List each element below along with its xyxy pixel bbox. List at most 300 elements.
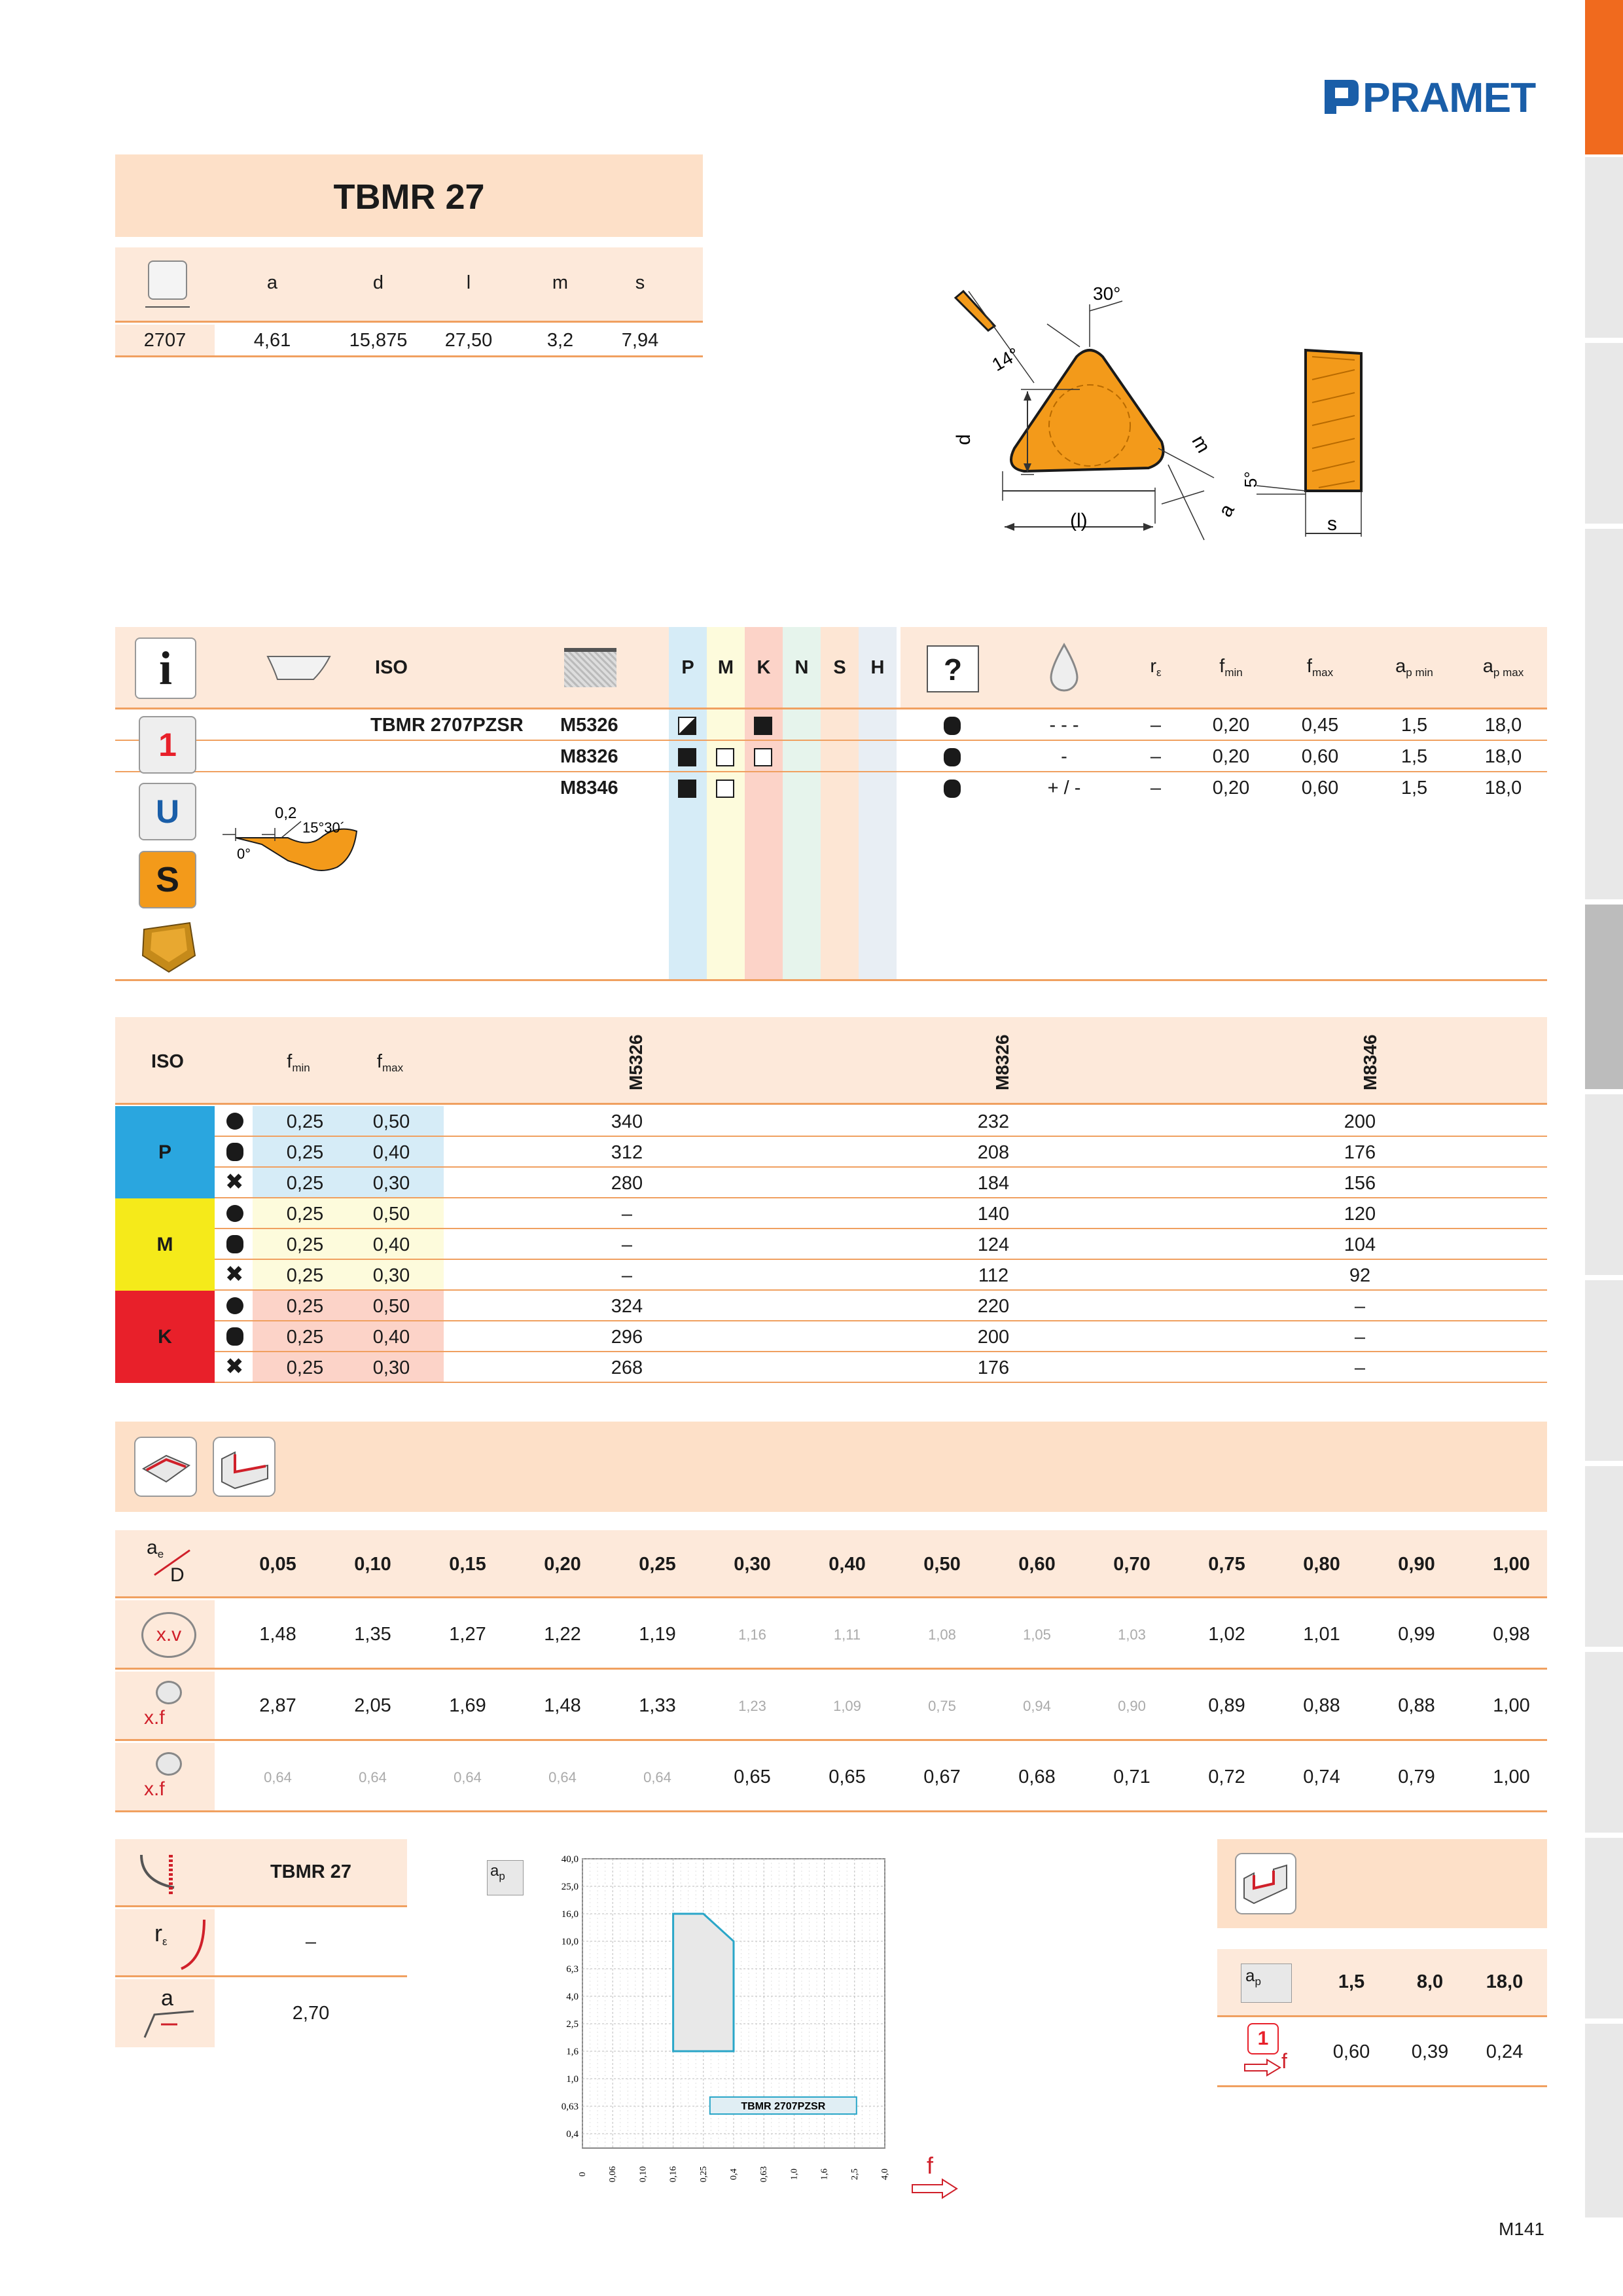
operation-roughing-icon: ✖ <box>225 1170 244 1194</box>
speed-grade-header-2: M8326 <box>992 1034 1012 1090</box>
ae-d-column-header: 0,15 <box>449 1554 486 1575</box>
dim-value-d: 15,875 <box>349 330 408 351</box>
operation-medium-icon <box>944 780 961 798</box>
bottom-left-table <box>115 1839 407 2049</box>
cutting-speed-value: 268 <box>611 1357 643 1378</box>
chart-x-tick-label: 0,63 <box>759 2166 770 2183</box>
br-f-value-1: 0,60 <box>1332 2041 1370 2062</box>
correction-value: 0,94 <box>1023 1698 1051 1714</box>
speed-fmin: 0,25 <box>286 1234 324 1255</box>
fmax-sub: max <box>1311 666 1334 679</box>
cutting-speed-value: 200 <box>1344 1111 1376 1132</box>
speed-row <box>215 1229 1547 1260</box>
cutting-speed-value: 176 <box>1344 1142 1376 1163</box>
product-title-box <box>115 154 703 240</box>
label-m: m <box>1187 431 1215 457</box>
correction-header-row <box>115 1530 1547 1598</box>
correction-banner <box>115 1422 1547 1512</box>
cutting-speed-value: 104 <box>1344 1234 1376 1255</box>
correction-value: 1,48 <box>544 1695 581 1716</box>
d-label: D <box>170 1564 185 1586</box>
grade-P-filled-square <box>678 748 696 766</box>
ae-d-column-header: 0,20 <box>544 1554 581 1575</box>
sidebar-tab[interactable] <box>1585 1094 1623 1278</box>
dimension-row <box>115 325 703 357</box>
grade-K-filled-square <box>754 717 772 735</box>
col-header-H: H <box>870 657 885 678</box>
speed-fmin: 0,25 <box>286 1204 324 1225</box>
insert-side-view <box>1257 350 1361 537</box>
bottom-right-table <box>1217 1949 1547 2087</box>
coolant-drop-icon <box>1044 641 1084 694</box>
grade-label: M8326 <box>560 746 618 767</box>
speed-fmax-sub: max <box>382 1062 404 1074</box>
br-f-arrow-icon <box>1243 2058 1281 2077</box>
sidebar-tab[interactable] <box>1585 529 1623 902</box>
correction-value: 1,00 <box>1493 1767 1530 1787</box>
brand-logo <box>1322 73 1548 120</box>
label-30deg: 30° <box>1093 283 1121 304</box>
chart-x-tick-label: 0,25 <box>698 2166 709 2183</box>
fmin-sub: min <box>1224 666 1243 679</box>
operation-medium-icon <box>944 717 961 735</box>
dim-row-code: 2707 <box>143 330 187 351</box>
grade-P-half-square <box>678 717 696 735</box>
insert-top-view <box>955 291 1214 540</box>
speed-fmin: 0,25 <box>286 1111 324 1132</box>
speed-fmax: 0,50 <box>372 1204 410 1225</box>
speed-row <box>215 1321 1547 1352</box>
holder-icon <box>264 653 336 686</box>
cutting-speed-value: 176 <box>977 1357 1010 1378</box>
bl-row2 <box>115 1909 407 1977</box>
operation-medium-icon <box>226 1143 243 1161</box>
chart-svg <box>484 1850 969 2216</box>
col-header-apmax <box>1461 656 1546 679</box>
col-header-r <box>1136 656 1175 679</box>
correction-value: 0,65 <box>829 1767 866 1787</box>
col-header-N: N <box>794 657 809 678</box>
apmax-value: 18,0 <box>1484 715 1522 736</box>
correction-value: 0,64 <box>643 1769 671 1785</box>
fmin-label: f <box>1219 656 1225 677</box>
bl-a-value: 2,70 <box>292 2003 330 2024</box>
chart-y-tick-label: 2,5 <box>566 2019 579 2030</box>
cutting-speed-value: 200 <box>977 1327 1010 1348</box>
operation-question-icon: ? <box>927 645 979 692</box>
correction-value: 0,64 <box>454 1769 482 1785</box>
info-icon-glyph: i <box>158 642 172 694</box>
chamfer-icon <box>141 2008 200 2041</box>
apmax-value: 18,0 <box>1484 746 1522 767</box>
correction-row-xf1 <box>115 1672 1547 1741</box>
sidebar-tab[interactable] <box>1585 2024 1623 2220</box>
r-label: r <box>1150 656 1157 677</box>
correction-value: 0,64 <box>359 1769 387 1785</box>
corner-profile-icon <box>135 1848 194 1897</box>
xf-label: x.f <box>144 1707 165 1729</box>
tool-gear-icon <box>156 1681 182 1704</box>
cutting-speed-value: 124 <box>977 1234 1010 1255</box>
bl-title: TBMR 27 <box>270 1861 352 1882</box>
sidebar-tab[interactable] <box>1585 1280 1623 1463</box>
feed-factor-icon <box>141 1752 196 1803</box>
speed-fmax: 0,40 <box>372 1327 410 1348</box>
insert-shape-icon <box>148 260 187 300</box>
cutting-speed-value: – <box>1354 1296 1366 1317</box>
chart-x-tick-label: 0,16 <box>668 2166 679 2183</box>
ae-d-column-header: 0,25 <box>639 1554 676 1575</box>
speed-fmax: 0,30 <box>372 1173 410 1194</box>
dim-header-d: d <box>372 272 384 293</box>
apmax-label: a <box>1482 656 1493 677</box>
dim-value-s: 7,94 <box>621 330 659 351</box>
correction-row-xf2 <box>115 1743 1547 1812</box>
apmax-sub: p max <box>1493 666 1524 679</box>
operation-finishing-icon <box>226 1205 243 1222</box>
bottom-right-banner <box>1217 1839 1547 1928</box>
fmin-value: 0,20 <box>1212 715 1250 736</box>
bl-row3 <box>115 1979 407 2047</box>
speed-fmin: 0,25 <box>286 1327 324 1348</box>
br-ap-icon <box>1241 1964 1292 2003</box>
iso-group-label: M <box>156 1234 173 1255</box>
correction-value: 1,69 <box>449 1695 486 1716</box>
correction-value: 1,01 <box>1303 1624 1340 1645</box>
chart-y-tick-label: 0,63 <box>561 2102 579 2112</box>
cutting-speed-value: 232 <box>977 1111 1010 1132</box>
speed-table-body <box>115 1106 1547 1385</box>
chamfer-a-label: a <box>161 1986 173 2011</box>
chart-y-tick-label: 10,0 <box>561 1937 579 1947</box>
speed-fmin: 0,25 <box>286 1265 324 1286</box>
speed-fmax: 0,30 <box>372 1265 410 1286</box>
br-ap-value-2: 8,0 <box>1416 1971 1444 1992</box>
chipbreaker-angle: 15°30´ <box>302 819 346 836</box>
chart-y-tick-label: 40,0 <box>561 1854 579 1865</box>
dim-value-l: 27,50 <box>444 330 493 351</box>
chart-x-tick-label: 0,4 <box>729 2168 739 2180</box>
col-header-K: K <box>757 657 771 678</box>
cutting-speed-value: 120 <box>1344 1204 1376 1225</box>
label-s: s <box>1327 513 1337 535</box>
r-value: – <box>1150 715 1162 736</box>
ae-d-column-header: 0,60 <box>1018 1554 1056 1575</box>
correction-value: 1,05 <box>1023 1626 1051 1643</box>
speed-header-row <box>115 1017 1547 1105</box>
insert-code: TBMR 2707PZSR <box>370 715 524 736</box>
speed-row <box>215 1198 1547 1229</box>
correction-value: 0,65 <box>734 1767 771 1787</box>
bl-r-sub: ε <box>162 1935 168 1948</box>
speed-grade-header-1: M5326 <box>626 1034 646 1090</box>
brand-name: PRAMET <box>1363 74 1536 121</box>
shoulder-milling-icon <box>212 1436 276 1498</box>
correction-value: 0,72 <box>1208 1767 1245 1787</box>
correction-value: 0,99 <box>1398 1624 1435 1645</box>
speed-fmin-header <box>272 1051 325 1075</box>
s-shape-glyph: S <box>155 860 180 899</box>
correction-row-xv <box>115 1600 1547 1670</box>
speed-fmin: 0,25 <box>286 1142 324 1163</box>
spec-header-row <box>115 627 1547 709</box>
operation-medium-icon <box>944 748 961 766</box>
xf-label: x.f <box>144 1778 165 1800</box>
chart-y-tick-label: 6,3 <box>566 1964 579 1975</box>
ae-d-column-header: 0,80 <box>1303 1554 1340 1575</box>
grade-M-empty-square <box>716 780 734 798</box>
feed-factor-icon <box>141 1681 196 1732</box>
chart-y-tick-label: 0,4 <box>566 2129 579 2140</box>
apmin-label: a <box>1395 656 1406 677</box>
chart-region-label: TBMR 2707PZSR <box>741 2101 826 2112</box>
grade-label: M8346 <box>560 778 618 798</box>
iso-group-K <box>115 1291 215 1383</box>
s-shape-icon <box>139 851 196 908</box>
insert-technical-drawing <box>942 275 1400 589</box>
fmax-value: 0,60 <box>1301 746 1339 767</box>
sidebar-tab-active[interactable] <box>1585 905 1623 1092</box>
cutting-speed-value: – <box>621 1265 633 1286</box>
speed-fmin: 0,25 <box>286 1296 324 1317</box>
insert-shape-width-line <box>145 306 190 308</box>
cutting-speed-value: – <box>621 1204 633 1225</box>
coolant-value: + / - <box>1047 778 1081 798</box>
br-f-label: f <box>1281 2049 1287 2073</box>
chipbreaker-width: 0,2 <box>275 804 297 822</box>
speed-grade-header-3: M8346 <box>1360 1034 1380 1090</box>
page-number: M141 <box>1498 2219 1544 2239</box>
info-icon[interactable] <box>135 637 196 699</box>
bl-r-value: – <box>305 1931 317 1952</box>
chart-x-tick-label: 2,5 <box>849 2168 860 2180</box>
sidebar-tab[interactable] <box>1585 343 1623 526</box>
correction-value: 0,88 <box>1398 1695 1435 1716</box>
coolant-value: - <box>1061 746 1067 767</box>
cutting-speed-value: 208 <box>977 1142 1010 1163</box>
correction-value: 0,89 <box>1208 1695 1245 1716</box>
speed-fmin: 0,25 <box>286 1357 324 1378</box>
star-u-icon <box>139 783 196 840</box>
apmin-value: 1,5 <box>1400 746 1428 767</box>
chart-x-tick-label: 1,6 <box>819 2168 830 2180</box>
speed-fmin-sub: min <box>292 1062 310 1074</box>
correction-value: 2,87 <box>259 1695 296 1716</box>
correction-value: 1,00 <box>1493 1695 1530 1716</box>
col-header-fmin <box>1202 656 1260 679</box>
fmax-value: 0,60 <box>1301 778 1339 798</box>
col-header-P: P <box>681 657 694 678</box>
col-header-apmin <box>1372 656 1457 679</box>
r-value: – <box>1150 746 1162 767</box>
ae-d-column-header: 0,90 <box>1398 1554 1435 1575</box>
chart-y-tick-label: 16,0 <box>561 1909 579 1920</box>
ae-d-column-header: 0,70 <box>1113 1554 1150 1575</box>
dim-header-l: l <box>466 272 471 293</box>
feed-depth-chart <box>484 1850 969 2216</box>
cutting-speed-value: 140 <box>977 1204 1010 1225</box>
chart-application-region <box>673 1914 734 2051</box>
correction-value: 1,03 <box>1118 1626 1146 1643</box>
correction-value: 1,16 <box>738 1626 766 1643</box>
chart-x-tick-label: 0 <box>578 2172 588 2177</box>
cutting-speed-value: – <box>1354 1327 1366 1348</box>
speed-fmax: 0,50 <box>372 1296 410 1317</box>
speed-fmax-header <box>364 1051 416 1075</box>
operation-medium-icon <box>226 1327 243 1346</box>
apmin-value: 1,5 <box>1400 778 1428 798</box>
chart-y-tick-label: 25,0 <box>561 1882 579 1892</box>
speed-fmin-label: f <box>287 1051 293 1072</box>
correction-value: 1,33 <box>639 1695 676 1716</box>
speed-fmax: 0,50 <box>372 1111 410 1132</box>
speed-row <box>215 1260 1547 1291</box>
grade-K-empty-square <box>754 748 772 766</box>
br-ap-label: a <box>1245 1965 1255 1985</box>
product-title: TBMR 27 <box>333 177 485 217</box>
dim-header-s: s <box>635 272 645 293</box>
chart-f-arrow-icon <box>910 2177 959 2200</box>
ae-d-column-header: 1,00 <box>1493 1554 1530 1575</box>
ae-d-icon <box>147 1537 192 1589</box>
correction-value: 1,35 <box>354 1624 391 1645</box>
correction-value: 0,79 <box>1398 1767 1435 1787</box>
chart-x-tick-label: 1,0 <box>789 2168 800 2180</box>
apmax-value: 18,0 <box>1484 778 1522 798</box>
br-f-value-2: 0,39 <box>1411 2041 1449 2062</box>
corner-radius-curve-icon <box>178 1920 211 1972</box>
sidebar-tab[interactable] <box>1585 1838 1623 2021</box>
speed-row <box>215 1291 1547 1321</box>
dim-header-m: m <box>552 272 569 293</box>
speed-fmin: 0,25 <box>286 1173 324 1194</box>
chart-ap-label: a <box>490 1862 499 1880</box>
chart-f-label: f <box>927 2152 934 2179</box>
operation-finishing-icon <box>226 1113 243 1130</box>
cutting-speed-value: 280 <box>611 1173 643 1194</box>
spec-row-2 <box>115 742 1547 772</box>
correction-value: 0,74 <box>1303 1767 1340 1787</box>
sidebar-tab[interactable] <box>1585 157 1623 340</box>
correction-value: 1,27 <box>449 1624 486 1645</box>
br-row1 <box>1217 1949 1547 2017</box>
chart-x-tick-label: 0,06 <box>608 2166 618 2183</box>
r-value: – <box>1150 778 1162 798</box>
speed-iso-header: ISO <box>151 1051 184 1072</box>
ae-d-column-header: 0,05 <box>259 1554 296 1575</box>
iso-group-label: P <box>158 1141 171 1163</box>
bl-row1 <box>115 1839 407 1907</box>
label-d: d <box>953 434 974 445</box>
br-row2 <box>1217 2019 1547 2087</box>
correction-value: 1,11 <box>833 1626 861 1643</box>
speed-fmax: 0,40 <box>372 1234 410 1255</box>
apmin-sub: p min <box>1406 666 1433 679</box>
correction-value: 1,23 <box>738 1698 766 1714</box>
correction-value: 2,05 <box>354 1695 391 1716</box>
cutting-speed-value: 156 <box>1344 1173 1376 1194</box>
ae-d-column-header: 0,40 <box>829 1554 866 1575</box>
br-f-value-3: 0,24 <box>1486 2041 1524 2062</box>
chart-ap-sub: p <box>499 1870 505 1882</box>
label-5deg: 5° <box>1241 471 1260 488</box>
iso-group-P <box>115 1106 215 1198</box>
fmax-label: f <box>1306 656 1312 677</box>
br-ap-value-3: 18,0 <box>1486 1971 1524 1992</box>
correction-value: 0,98 <box>1493 1624 1530 1645</box>
correction-value: 1,09 <box>833 1698 861 1714</box>
correction-table <box>115 1530 1547 1812</box>
speed-row <box>215 1168 1547 1198</box>
col-header-M: M <box>717 657 734 678</box>
br-ap-value-1: 1,5 <box>1338 1971 1365 1992</box>
cutting-speed-value: 324 <box>611 1296 643 1317</box>
speed-fmax-label: f <box>376 1051 382 1072</box>
apmin-value: 1,5 <box>1400 715 1428 736</box>
ae-d-column-header: 0,75 <box>1208 1554 1245 1575</box>
iso-group-label: K <box>158 1326 172 1348</box>
label-14deg: 14° <box>988 344 1023 376</box>
dim-value-m: 3,2 <box>546 330 574 351</box>
correction-value: 1,22 <box>544 1624 581 1645</box>
grade-P-filled-square <box>678 780 696 798</box>
brand-logo-icon <box>1322 76 1361 118</box>
correction-value: 1,19 <box>639 1624 676 1645</box>
iso-group-M <box>115 1198 215 1291</box>
speed-fmax: 0,40 <box>372 1142 410 1163</box>
speed-row <box>215 1137 1547 1168</box>
col-header-S: S <box>833 657 846 678</box>
correction-value: 0,67 <box>923 1767 961 1787</box>
cutting-speed-value: 296 <box>611 1327 643 1348</box>
correction-value: 0,88 <box>1303 1695 1340 1716</box>
correction-value: 0,90 <box>1118 1698 1146 1714</box>
fmax-value: 0,45 <box>1301 715 1339 736</box>
dim-header-a: a <box>266 272 278 293</box>
col-header-fmax <box>1291 656 1349 679</box>
tool-gear-icon <box>156 1752 182 1776</box>
sidebar-tab[interactable] <box>1585 1466 1623 1649</box>
operation-roughing-icon: ✖ <box>225 1354 244 1379</box>
ae-d-column-header: 0,30 <box>734 1554 771 1575</box>
correction-value: 1,02 <box>1208 1624 1245 1645</box>
star-one-glyph: 1 <box>158 726 177 763</box>
chart-x-tick-label: 4,0 <box>880 2168 890 2180</box>
chipbreaker-profile <box>223 798 366 884</box>
fmin-value: 0,20 <box>1212 746 1250 767</box>
br-one-star-icon: 1 <box>1247 2023 1279 2054</box>
correction-value: 0,64 <box>264 1769 292 1785</box>
chart-x-tick-label: 0,10 <box>638 2166 649 2183</box>
cutting-speed-value: 112 <box>978 1265 1009 1286</box>
fmin-value: 0,20 <box>1212 778 1250 798</box>
sidebar-tab[interactable] <box>1585 1652 1623 1835</box>
speed-row <box>215 1352 1547 1383</box>
material-texture-icon <box>564 648 616 687</box>
chipbreaker-zero-angle: 0° <box>237 846 251 862</box>
chart-y-tick-label: 1,0 <box>566 2074 579 2085</box>
dim-value-a: 4,61 <box>253 330 291 351</box>
cutting-speed-value: 340 <box>611 1111 643 1132</box>
r-sub: ε <box>1156 666 1162 679</box>
slot-milling-icon <box>1234 1852 1297 1915</box>
correction-value: 1,48 <box>259 1624 296 1645</box>
corner-radius-icon <box>154 1920 168 1948</box>
spec-row-1 <box>115 711 1547 741</box>
operation-finishing-icon <box>226 1297 243 1314</box>
label-l: (l) <box>1070 510 1088 531</box>
spec-iso-header: ISO <box>375 657 408 678</box>
